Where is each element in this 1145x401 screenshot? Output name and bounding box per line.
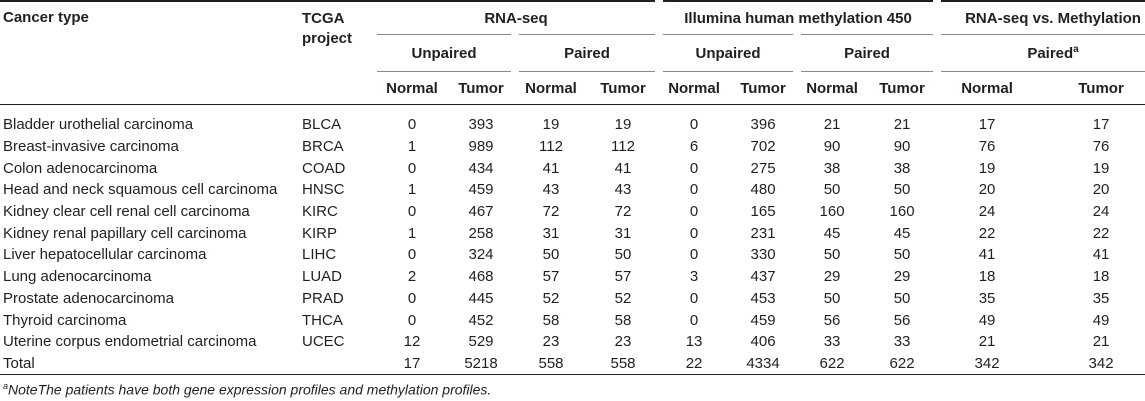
count-cell: 396 [750, 116, 776, 134]
count-cell: 90 [893, 138, 911, 156]
count-cell: 20 [978, 181, 996, 199]
cancer-type-cell: Breast-invasive carcinoma [3, 138, 179, 156]
table-row [0, 331, 1145, 353]
cancer-type-cell: Head and neck squamous cell carcinoma [3, 181, 278, 199]
count-cell: 24 [978, 203, 996, 221]
count-cell: 35 [978, 289, 996, 307]
count-cell: 445 [468, 289, 494, 307]
footnote-text: NoteThe patients have both gene expression profiles and methylation profiles. [8, 381, 492, 398]
count-cell: 52 [614, 289, 632, 307]
count-cell: 49 [978, 311, 996, 329]
count-cell: 57 [542, 268, 560, 286]
count-cell: 231 [750, 224, 776, 242]
count-cell: 52 [542, 289, 560, 307]
count-cell: 18 [1092, 268, 1110, 286]
count-cell: 43 [614, 181, 632, 199]
count-cell: 31 [614, 224, 632, 242]
cancer-type-cell: Thyroid carcinoma [3, 311, 127, 329]
count-cell: 17 [377, 353, 447, 375]
tcga-project-cell [302, 353, 377, 375]
table-body [0, 114, 1145, 375]
table-row [0, 136, 1145, 158]
combo-tumor-header: Tumor [1078, 79, 1124, 97]
count-cell: 459 [468, 181, 494, 199]
tcga-project-cell: LUAD [302, 268, 343, 286]
count-cell: 43 [542, 181, 560, 199]
count-cell: 21 [893, 116, 911, 134]
table-row [0, 201, 1145, 223]
tcga-project-cell: PRAD [302, 289, 344, 307]
cancer-type-cell: Kidney clear cell renal cell carcinoma [3, 203, 250, 221]
count-cell: 19 [978, 159, 996, 177]
count-cell: 459 [750, 311, 776, 329]
count-cell: 989 [468, 138, 494, 156]
count-cell: 76 [1092, 138, 1110, 156]
count-cell: 558 [587, 353, 659, 375]
count-cell: 406 [750, 333, 776, 351]
count-cell: 0 [689, 311, 699, 329]
combo-paired-header [937, 35, 1145, 72]
count-cell: 0 [407, 159, 417, 177]
count-cell: 24 [1092, 203, 1110, 221]
tcga-project-cell: HNSC [302, 181, 345, 199]
count-cell: 453 [750, 289, 776, 307]
tcga-project-header: TCGA project [302, 1, 377, 105]
tcga-project-cell: UCEC [302, 333, 345, 351]
count-cell: 50 [893, 246, 911, 264]
count-cell: 29 [893, 268, 911, 286]
count-cell: 20 [1092, 181, 1110, 199]
tcga-project-cell: BLCA [302, 116, 342, 134]
count-cell: 38 [893, 159, 911, 177]
count-cell: 17 [978, 116, 996, 134]
tcga-project-cell: COAD [302, 159, 346, 177]
count-cell: 0 [407, 203, 417, 221]
count-cell: 622 [797, 353, 867, 375]
count-cell: 0 [407, 311, 417, 329]
meth-paired-normal-header: Normal [806, 79, 858, 97]
count-cell: 160 [889, 203, 915, 221]
cancer-type-cell: Total [0, 353, 302, 375]
cancer-type-cell: Uterine corpus endometrial carcinoma [3, 333, 257, 351]
count-cell: 23 [614, 333, 632, 351]
header-separator [0, 105, 1145, 115]
count-cell: 33 [893, 333, 911, 351]
count-cell: 22 [659, 353, 729, 375]
count-cell: 17 [1092, 116, 1110, 134]
count-cell: 1 [407, 138, 417, 156]
rna-unpaired-header: Unpaired [377, 35, 515, 72]
count-cell: 342 [937, 353, 1037, 375]
rna-paired-tumor-header: Tumor [600, 79, 646, 97]
count-cell: 31 [542, 224, 560, 242]
count-cell: 468 [468, 268, 494, 286]
count-cell: 50 [893, 289, 911, 307]
rna-paired-normal-header: Normal [525, 79, 577, 97]
table-row [0, 244, 1145, 266]
rna-unpaired-tumor-header: Tumor [458, 79, 504, 97]
count-cell: 19 [1092, 159, 1110, 177]
table-row [0, 157, 1145, 179]
count-cell: 90 [823, 138, 841, 156]
rna-paired-header: Paired [515, 35, 659, 72]
count-cell: 5218 [447, 353, 515, 375]
table-row [0, 288, 1145, 310]
rna-seq-header: RNA-seq [377, 1, 659, 35]
footnote [3, 381, 491, 398]
meth-unpaired-normal-header: Normal [668, 79, 720, 97]
count-cell: 56 [893, 311, 911, 329]
count-cell: 4334 [729, 353, 797, 375]
count-cell: 57 [614, 268, 632, 286]
cancer-type-cell: Bladder urothelial carcinoma [3, 116, 194, 134]
table-row [0, 222, 1145, 244]
count-cell: 434 [468, 159, 494, 177]
count-cell: 50 [823, 289, 841, 307]
meth-unpaired-header: Unpaired [659, 35, 797, 72]
count-cell: 467 [468, 203, 494, 221]
count-cell: 76 [978, 138, 996, 156]
count-cell: 50 [614, 246, 632, 264]
count-cell: 19 [614, 116, 632, 134]
count-cell: 41 [614, 159, 632, 177]
table-row [0, 179, 1145, 201]
tcga-project-cell: THCA [302, 311, 343, 329]
count-cell: 0 [689, 224, 699, 242]
count-cell: 0 [407, 116, 417, 134]
count-cell: 21 [823, 116, 841, 134]
combo-paired-label: Paired [1027, 45, 1074, 62]
count-cell: 35 [1092, 289, 1110, 307]
count-cell: 41 [542, 159, 560, 177]
count-cell: 1 [407, 181, 417, 199]
methylation-header: Illumina human methylation 450 [659, 1, 937, 35]
count-cell: 72 [614, 203, 632, 221]
cancer-type-cell: Kidney renal papillary cell carcinoma [3, 224, 247, 242]
count-cell: 452 [468, 311, 494, 329]
count-cell: 13 [685, 333, 703, 351]
count-cell: 23 [542, 333, 560, 351]
tcga-project-cell: KIRP [302, 224, 338, 242]
meth-unpaired-tumor-header: Tumor [740, 79, 786, 97]
count-cell: 49 [1092, 311, 1110, 329]
rna-unpaired-normal-header: Normal [386, 79, 438, 97]
footnote-sup: a [3, 381, 9, 391]
count-cell: 45 [893, 224, 911, 242]
tcga-project-cell: LIHC [302, 246, 337, 264]
count-cell: 50 [893, 181, 911, 199]
count-cell: 529 [468, 333, 494, 351]
count-cell: 558 [515, 353, 587, 375]
count-cell: 0 [689, 116, 699, 134]
count-cell: 112 [611, 138, 635, 156]
count-cell: 41 [978, 246, 996, 264]
combo-normal-header: Normal [961, 79, 1013, 97]
count-cell: 702 [750, 138, 776, 156]
table-row [0, 114, 1145, 136]
count-cell: 38 [823, 159, 841, 177]
count-cell: 393 [468, 116, 494, 134]
count-cell: 0 [689, 203, 699, 221]
cancer-type-cell: Lung adenocarcinoma [3, 268, 152, 286]
count-cell: 50 [823, 246, 841, 264]
meth-paired-tumor-header: Tumor [879, 79, 925, 97]
count-cell: 0 [689, 246, 699, 264]
cancer-type-cell: Prostate adenocarcinoma [3, 289, 174, 307]
count-cell: 56 [823, 311, 841, 329]
count-cell: 160 [819, 203, 845, 221]
meth-paired-header: Paired [797, 35, 937, 72]
count-cell: 21 [1092, 333, 1110, 351]
count-cell: 258 [468, 224, 494, 242]
cancer-type-cell: Colon adenocarcinoma [3, 159, 158, 177]
count-cell: 45 [823, 224, 841, 242]
count-cell: 6 [689, 138, 699, 156]
count-cell: 72 [542, 203, 560, 221]
cancer-type-cell: Liver hepatocellular carcinoma [3, 246, 207, 264]
count-cell: 0 [689, 289, 699, 307]
count-cell: 33 [823, 333, 841, 351]
count-cell: 622 [867, 353, 937, 375]
count-cell: 12 [403, 333, 421, 351]
header-row-1 [0, 1, 1145, 35]
count-cell: 342 [1037, 353, 1145, 375]
count-cell: 22 [978, 224, 996, 242]
tcga-project-cell: KIRC [302, 203, 338, 221]
count-cell: 330 [750, 246, 776, 264]
count-cell: 324 [468, 246, 494, 264]
count-cell: 18 [978, 268, 996, 286]
footnote-marker: a [1073, 44, 1079, 55]
count-cell: 275 [750, 159, 776, 177]
count-cell: 0 [407, 289, 417, 307]
count-cell: 480 [750, 181, 776, 199]
count-cell: 21 [978, 333, 996, 351]
count-cell: 22 [1092, 224, 1110, 242]
count-cell: 41 [1092, 246, 1110, 264]
tcga-project-cell: BRCA [302, 138, 344, 156]
count-cell: 3 [689, 268, 699, 286]
count-cell: 29 [823, 268, 841, 286]
table-row [0, 266, 1145, 288]
count-cell: 112 [539, 138, 563, 156]
count-cell: 58 [542, 311, 560, 329]
count-cell: 50 [542, 246, 560, 264]
count-cell: 0 [407, 246, 417, 264]
count-cell: 0 [689, 181, 699, 199]
count-cell: 165 [750, 203, 776, 221]
count-cell: 50 [823, 181, 841, 199]
count-cell: 19 [542, 116, 560, 134]
cancer-type-header: Cancer type [0, 1, 302, 105]
rna-vs-methylation-header: RNA-seq vs. Methylation [937, 1, 1145, 35]
count-cell: 1 [407, 224, 417, 242]
count-cell: 437 [750, 268, 776, 286]
count-cell: 58 [614, 311, 632, 329]
table-row [0, 309, 1145, 331]
count-cell: 0 [689, 159, 699, 177]
count-cell: 2 [407, 268, 417, 286]
total-row [0, 353, 1145, 375]
